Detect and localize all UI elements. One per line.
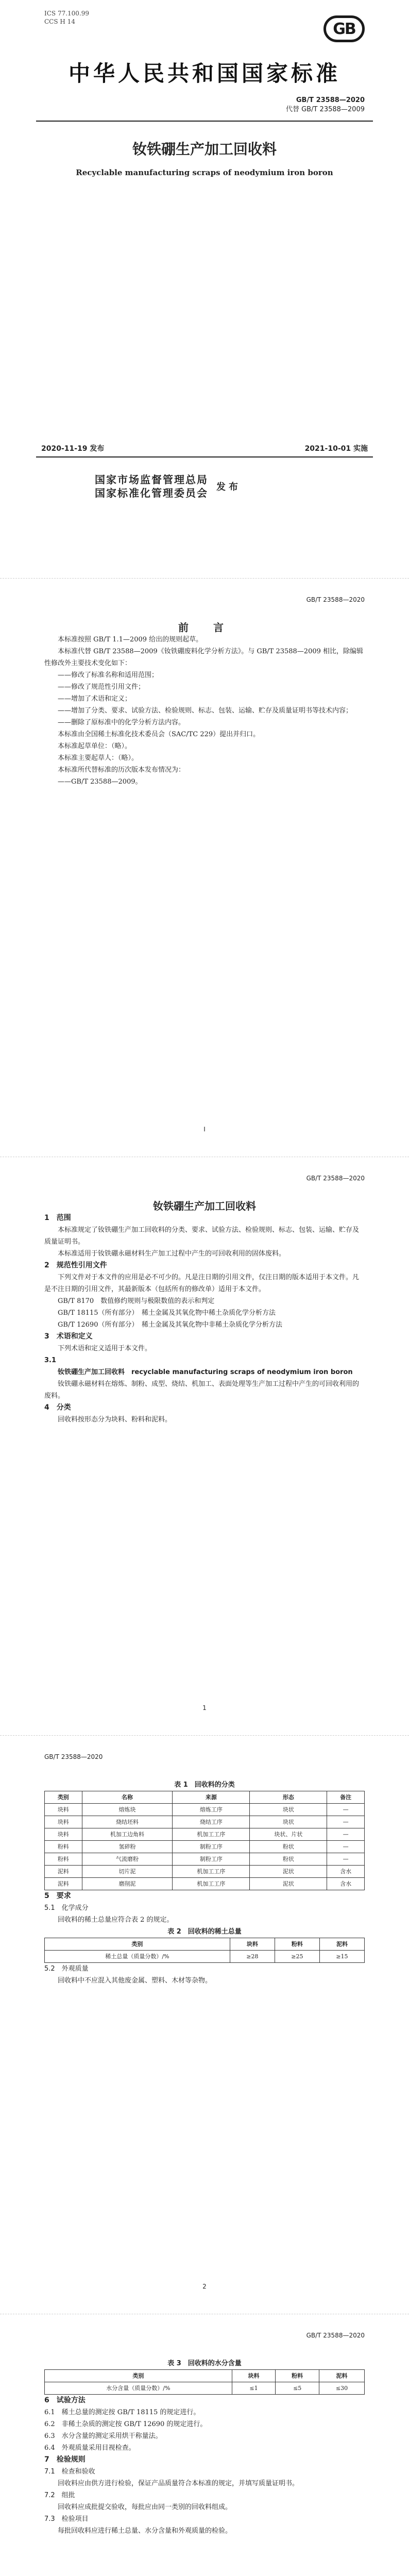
term-number: 3.1 [44, 1357, 57, 1364]
preface-para: 本标准按照 GB/T 1.1—2009 给出的规则起草。 [58, 636, 203, 643]
cover-page [0, 0, 409, 579]
page-header: GB/T 23588—2020 [306, 2332, 365, 2339]
section-heading: 4 分类 [44, 1403, 71, 1412]
section-para: 回收料应由供方进行检验，保证产品质量符合本标准的规定，并填写质量证明书。 [58, 2480, 299, 2487]
table-cell: 泥状 [250, 1866, 327, 1878]
preface-para: ——修改了标准名称和适用范围； [58, 671, 159, 679]
table-cell: 粉料 [45, 1841, 82, 1853]
section-para: 每批回收料应进行稀土总量、水分含量和外观质量的检验。 [58, 2527, 232, 2535]
table-cell: ≥15 [319, 1951, 364, 1963]
table-header-cell: 块料 [232, 2370, 276, 2382]
table-header-cell: 类别 [45, 1938, 230, 1951]
preface-para: 本标准代替 GB/T 23588—2009《钕铁硼废料化学分析方法》。与 GB/T 23588—2009 相比，除编辑性修改外主要技术变化如下： [44, 648, 364, 667]
table-cell: — [327, 1804, 365, 1816]
table-cell: 烧结工序 [173, 1816, 250, 1828]
cover-top-rule [36, 121, 373, 122]
subsection-heading: 5.1 化学成分 [44, 1904, 89, 1912]
table-cell: 熔炼工序 [173, 1804, 250, 1816]
body-content [44, 1779, 365, 1987]
table-header-cell: 备注 [327, 1791, 365, 1804]
issue-word: 发布 [216, 482, 241, 493]
table-header-cell: 类别 [45, 1791, 82, 1804]
table-cell: 稀土总量（质量分数）/% [45, 1951, 230, 1963]
body-page-3 [0, 2314, 409, 2576]
moisture-table [44, 2369, 365, 2395]
country-standard-heading: 中华人民共和国国家标准 [68, 61, 340, 86]
table-cell: 块料 [45, 1804, 82, 1816]
section-para: 下列术语和定义适用于本文件。 [58, 1345, 152, 1352]
section-para: 6.4 外观质量采用目视检查。 [44, 2444, 135, 2452]
table-cell: 泥料 [45, 1878, 82, 1890]
standard-title-en: Recyclable manufacturing scraps of neodymium iron boron [76, 168, 333, 177]
table-cell: 块状 [250, 1816, 327, 1828]
section-para: 6.2 非稀土杂质的测定按 GB/T 12690 的规定进行。 [44, 2420, 207, 2428]
table-caption: 表 2 回收料的稀土总量 [167, 1928, 242, 1936]
table-cell: 烧结坯料 [82, 1816, 173, 1828]
preface-para: 本标准由全国稀土标准化技术委员会（SAC/TC 229）提出并归口。 [58, 731, 260, 738]
table-cell: 制粉工序 [173, 1853, 250, 1866]
table-header-row [45, 1791, 365, 1804]
gb-logo: GB [323, 15, 365, 42]
subsection-heading: 7.3 检验项目 [44, 2515, 89, 2523]
table-row [45, 2382, 365, 2395]
table-row [45, 1816, 365, 1828]
table-cell: ≤1 [232, 2382, 276, 2395]
preface-para: 本标准起草单位：（略）。 [58, 742, 132, 750]
table-cell: 氢碎粉 [82, 1841, 173, 1853]
table-header-cell: 块料 [230, 1938, 275, 1951]
table-header-cell: 类别 [45, 2370, 232, 2382]
table-header-cell: 来源 [173, 1791, 250, 1804]
reference-item: GB/T 8170 数值修约规则与极限数值的表示和判定 [58, 1297, 215, 1305]
cover-bottom-rule [36, 456, 373, 457]
reference-item: GB/T 12690（所有部分） 稀土金属及其氧化物中非稀土杂质化学分析方法 [58, 1321, 282, 1329]
standard-number-block [286, 96, 365, 114]
table-cell: 制粉工序 [173, 1841, 250, 1853]
body-page-1 [0, 1157, 409, 1736]
table-cell: 粉状 [250, 1853, 327, 1866]
table-row [45, 1866, 365, 1878]
standard-number: GB/T 23588—2020 [296, 96, 365, 104]
replaces-note: 代替 GB/T 23588—2009 [285, 106, 365, 113]
section-heading: 6 试验方法 [44, 2396, 86, 2404]
section-heading: 7 检验规则 [44, 2455, 86, 2464]
section-para: 本标准适用于钕铁硼永磁材料生产加工过程中产生的可回收利用的固体废料。 [58, 1250, 286, 1258]
section-para: 回收料应成批提交验收，每批应由同一类别的回收料组成。 [58, 2503, 232, 2511]
table-cell: 含水 [327, 1866, 365, 1878]
table-cell: 机加工边角料 [82, 1828, 173, 1841]
table-cell: 块料 [45, 1828, 82, 1841]
implementation-date: 2021-10-01 实施 [304, 445, 368, 453]
term-definition: 钕铁硼永磁材料在熔炼、制粉、成型、烧结、机加工、表面处理等生产加工过程中产生的可回收利用的废料。 [44, 1380, 360, 1400]
preface-heading: 前 言 [178, 621, 231, 634]
subsection-heading: 7.1 检查和验收 [44, 2468, 95, 2476]
table-header-cell: 粉料 [275, 1938, 319, 1951]
table-header-cell: 名称 [82, 1791, 173, 1804]
classification-table [44, 1791, 365, 1890]
table-header-cell: 形态 [250, 1791, 327, 1804]
preface-para: ——增加了术语和定义； [58, 695, 132, 703]
table-cell: 机加工工序 [173, 1878, 250, 1890]
table-header-cell: 泥料 [319, 1938, 364, 1951]
section-para: 6.1 稀土总量的测定按 GB/T 18115 的规定进行。 [44, 2409, 200, 2416]
preface-para: ——GB/T 23588—2009。 [58, 778, 142, 786]
section-heading: 5 要求 [44, 1892, 71, 1900]
preface-para: 本标准所代替标准的历次版本发布情况为： [58, 766, 185, 774]
subsection-heading: 5.2 外观质量 [44, 1965, 89, 1973]
rare-earth-table [44, 1938, 365, 1963]
section-heading: 3 术语和定义 [44, 1332, 93, 1341]
table-caption: 表 1 回收料的分类 [174, 1781, 235, 1789]
standard-title-cn: 钕铁硼生产加工回收料 [132, 141, 277, 158]
table-cell: 切片泥 [82, 1866, 173, 1878]
table-cell: — [327, 1816, 365, 1828]
preface-para: 本标准主要起草人：（略）。 [58, 754, 139, 762]
table-cell: 气流磨粉 [82, 1853, 173, 1866]
section-para: 回收料按形态分为块料、粉料和泥料。 [58, 1416, 172, 1423]
preface-page [0, 579, 409, 1157]
preface-para: ——增加了分类、要求、试验方法、检验规则、标志、包装、运输、贮存及质量证明书等技术内容； [58, 707, 353, 715]
section-heading: 1 范围 [44, 1214, 71, 1222]
table-cell: — [327, 1853, 365, 1866]
issuer-names [95, 473, 208, 500]
table-cell: 块状 [250, 1804, 327, 1816]
section-para: 回收料的稀土总量应符合表 2 的规定。 [58, 1916, 174, 1924]
body-content [44, 2358, 365, 2537]
section-para: 回收料中不应混入其他废金属、塑料、木材等杂物。 [58, 1977, 212, 1985]
section-para: 6.3 水分含量的测定采用烘干称量法。 [44, 2432, 162, 2440]
table-cell: 水分含量（质量分数）/% [45, 2382, 232, 2395]
table-row [45, 1804, 365, 1816]
table-cell: 粉料 [45, 1853, 82, 1866]
table-cell: 含水 [327, 1878, 365, 1890]
ics-code: ICS 77.100.99 [44, 10, 90, 17]
table-cell: 机加工工序 [173, 1828, 250, 1841]
issuer-block [95, 473, 241, 500]
table-cell: ≥25 [275, 1951, 319, 1963]
table-header-row [45, 2370, 365, 2382]
table-caption: 表 3 回收料的水分含量 [167, 2360, 242, 2367]
table-header-cell: 泥料 [319, 2370, 365, 2382]
preface-content [44, 622, 365, 788]
table-cell: — [327, 1841, 365, 1853]
page-number: 2 [202, 2283, 207, 2290]
page-number: I [203, 1126, 206, 1133]
table-cell: 块状、片状 [250, 1828, 327, 1841]
table-cell: 泥状 [250, 1878, 327, 1890]
table-header-cell: 粉料 [276, 2370, 319, 2382]
table-cell: ≤30 [319, 2382, 365, 2395]
term-name: 钕铁硼生产加工回收料 recyclable manufacturing scraps of neodymium iron boron [58, 1368, 353, 1376]
page-header: GB/T 23588—2020 [306, 596, 365, 603]
table-cell: 泥料 [45, 1866, 82, 1878]
issuer-samr: 国家市场监督管理总局 [95, 473, 208, 486]
section-para: 下列文件对于本文件的应用是必不可少的。凡是注日期的引用文件，仅注日期的版本适用于本文件。凡是不注日期的引用文件，其最新版本（包括所有的修改单）适用于本文件。 [44, 1274, 360, 1293]
table-cell: ≥28 [230, 1951, 275, 1963]
table-row [45, 1841, 365, 1853]
ccs-code: CCS H 14 [44, 18, 75, 25]
table-header-row [45, 1938, 365, 1951]
subsection-heading: 7.2 组批 [44, 2492, 75, 2499]
table-cell: 机加工工序 [173, 1866, 250, 1878]
body-title: 钕铁硼生产加工回收料 [153, 1200, 256, 1212]
body-content [44, 1200, 365, 1426]
table-cell: ≤5 [276, 2382, 319, 2395]
table-cell: 熔炼块 [82, 1804, 173, 1816]
page-header: GB/T 23588—2020 [306, 1175, 365, 1182]
issue-date: 2020-11-19 发布 [41, 445, 105, 453]
section-heading: 2 规范性引用文件 [44, 1261, 107, 1269]
preface-para: ——修改了规范性引用文件； [58, 683, 145, 691]
classification-codes [44, 9, 89, 26]
table-cell: — [327, 1828, 365, 1841]
table-cell: 粉状 [250, 1841, 327, 1853]
issuer-sac: 国家标准化管理委员会 [95, 487, 208, 499]
table-row [45, 1853, 365, 1866]
table-row [45, 1951, 365, 1963]
page-number: 1 [202, 1704, 207, 1711]
table-row [45, 1828, 365, 1841]
page-header: GB/T 23588—2020 [44, 1753, 103, 1760]
reference-item: GB/T 18115（所有部分） 稀土金属及其氧化物中稀土杂质化学分析方法 [58, 1309, 276, 1317]
table-cell: 块料 [45, 1816, 82, 1828]
body-page-2 [0, 1736, 409, 2314]
table-cell: 磨削泥 [82, 1878, 173, 1890]
preface-para: ——删除了原标准中的化学分析方法内容。 [58, 719, 185, 726]
section-para: 本标准规定了钕铁硼生产加工回收料的分类、要求、试验方法、检验规则、标志、包装、运输、贮存及质量证明书。 [44, 1226, 360, 1246]
table-row [45, 1878, 365, 1890]
